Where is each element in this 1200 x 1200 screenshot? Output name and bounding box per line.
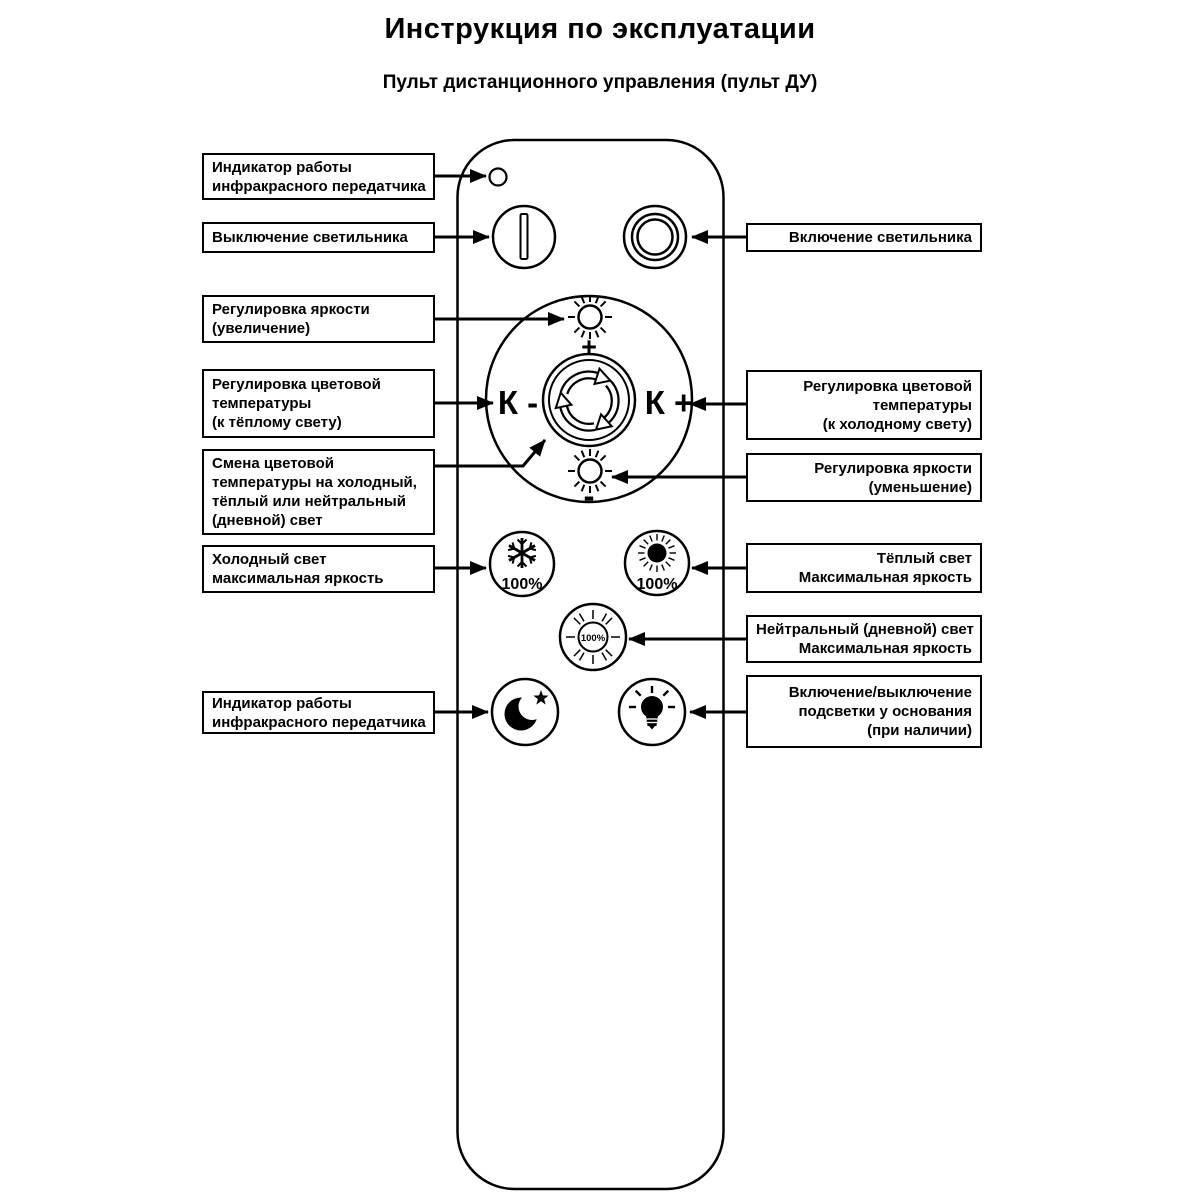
callout-line: инфракрасного передатчика (212, 713, 426, 731)
callout-color-temp-switch (202, 449, 435, 535)
callout-line: температуры на холодный, (212, 474, 417, 491)
callout-arrows (435, 176, 746, 712)
callout-color-temp-cold (746, 370, 982, 440)
callout-line: Тёплый свет (876, 550, 972, 567)
callout-line: Холодный свет (212, 551, 327, 568)
callout-neutral-max (746, 615, 982, 663)
moon-icon (505, 690, 549, 731)
backlight-button (619, 679, 685, 745)
callout-line: (при наличии) (867, 722, 972, 739)
callout-warm-max (746, 543, 982, 593)
minus-label: - (583, 477, 595, 514)
callout-line: (к тёплому свету) (212, 414, 342, 431)
page-subtitle: Пульт дистанционного управления (пульт ДУ) (382, 72, 818, 93)
bulb-icon (629, 686, 675, 730)
callout-power-off (202, 222, 435, 253)
callout-line: максимальная яркость (212, 570, 384, 587)
power-on-icon (632, 214, 678, 260)
callout-base-backlight (746, 675, 982, 748)
warm-sun-icon (638, 534, 676, 572)
callout-line: Регулировка цветовой (212, 376, 381, 393)
callout-line: Регулировка цветовой (803, 377, 972, 395)
warm-percent-label: 100% (636, 576, 678, 593)
page-title: Инструкция по эксплуатации (384, 13, 816, 45)
neutral-max-button (560, 604, 626, 670)
neutral-percent-label: 100% (580, 633, 606, 644)
callout-line: Нейтральный (дневной) свет (756, 621, 974, 638)
power-off-button (493, 206, 555, 268)
k-minus-label: К - (497, 384, 539, 421)
callout-line: инфракрасного передатчика (212, 177, 426, 195)
power-off-icon (521, 214, 528, 259)
callout-line: (дневной) свет (212, 512, 323, 529)
callout-brightness-down (746, 453, 982, 502)
callout-cold-max (202, 545, 435, 593)
color-cycle-button (543, 354, 635, 446)
power-on-button (624, 206, 686, 268)
ir-led-indicator (490, 169, 507, 186)
cold-max-button (490, 532, 554, 596)
callout-line: Смена цветовой (212, 455, 334, 472)
cold-percent-label: 100% (501, 576, 543, 593)
callout-line: Максимальная яркость (798, 569, 972, 586)
callout-ir-indicator-top (202, 153, 435, 200)
callout-line: Включение/выключение (788, 684, 972, 701)
callout-line: Выключение светильника (212, 229, 408, 246)
plus-label: + (581, 332, 597, 362)
callout-line: Регулировка яркости (212, 301, 370, 318)
warm-max-button (625, 531, 689, 595)
callout-line: (уменьшение) (868, 478, 972, 496)
callout-line: подсветки у основания (798, 703, 972, 720)
callout-ir-indicator-bottom (202, 691, 435, 734)
callout-line: (к холодному свету) (822, 415, 972, 433)
callout-line: температуры (872, 396, 972, 414)
callout-line: тёплый или нейтральный (212, 493, 406, 510)
callout-line: Включение светильника (788, 229, 972, 246)
callout-line: (увеличение) (212, 320, 311, 337)
callout-line: температуры (212, 395, 312, 412)
snowflake-icon (508, 538, 536, 568)
night-mode-button (492, 679, 558, 745)
callout-line: Индикатор работы (212, 158, 352, 176)
callout-color-temp-warm (202, 369, 435, 438)
callout-brightness-up (202, 295, 435, 343)
callout-line: Максимальная яркость (798, 640, 972, 657)
k-plus-label: К + (644, 384, 694, 421)
callout-line: Индикатор работы (212, 694, 352, 712)
callout-line: Регулировка яркости (814, 459, 972, 477)
callout-power-on (746, 223, 982, 252)
